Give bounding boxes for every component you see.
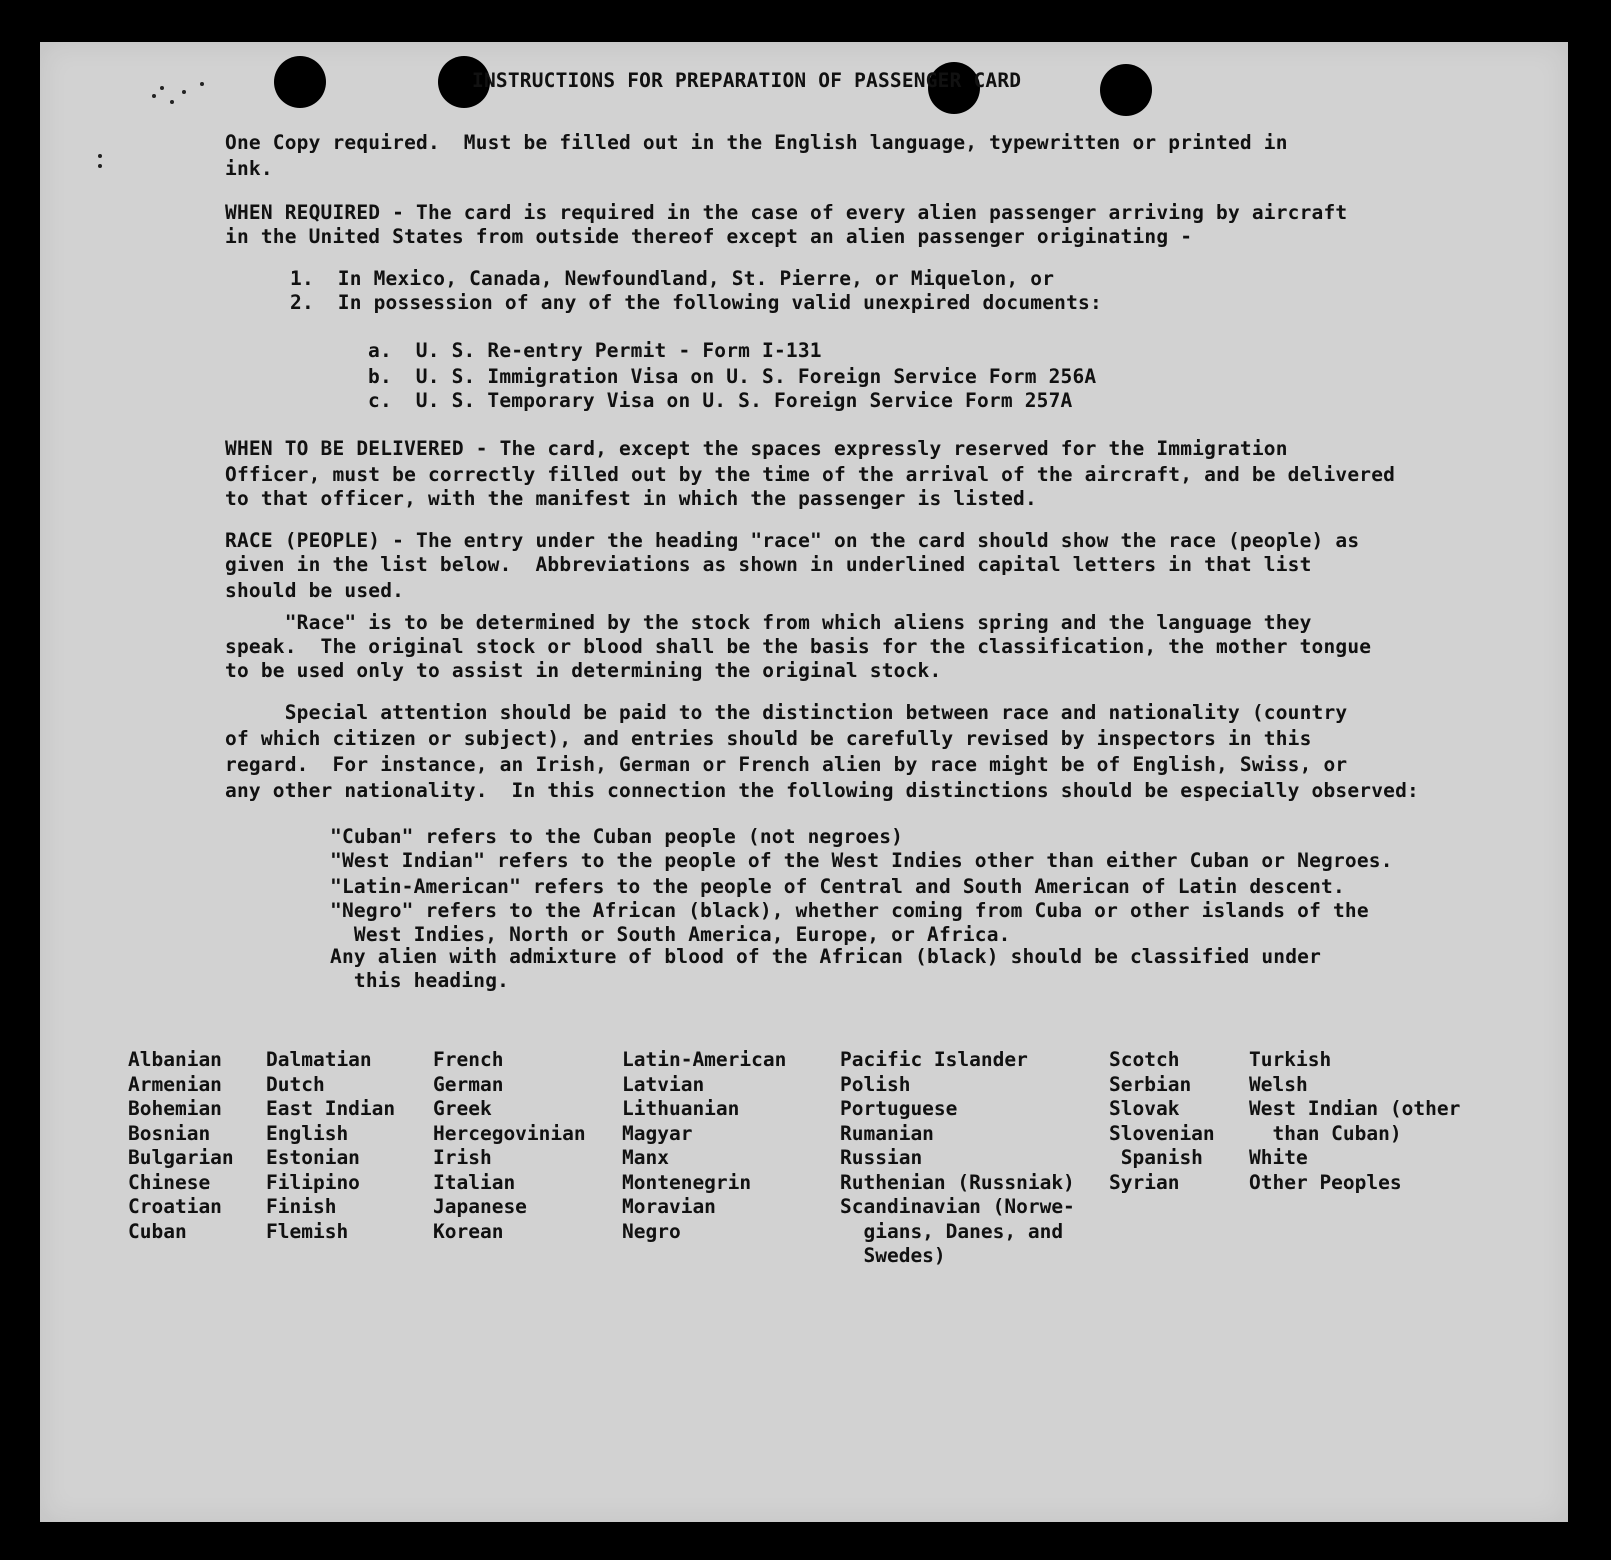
ink-speck — [98, 154, 102, 158]
intro-line-1: One Copy required. Must be filled out in the English language, typewritten or printed in — [225, 131, 1288, 154]
distinction-line: "Latin-American" refers to the people of Central and South American of Latin descent. — [330, 875, 1345, 898]
page-title: INSTRUCTIONS FOR PREPARATION OF PASSENGER CARD — [472, 69, 1022, 92]
ink-speck — [200, 82, 204, 86]
race-item: French — [433, 1048, 504, 1071]
race-item: Albanian — [128, 1048, 222, 1071]
race-item: Dutch — [266, 1072, 325, 1096]
race-item: East Indian — [266, 1097, 396, 1120]
ink-speck — [182, 90, 186, 94]
race-list-column-7 — [1249, 1048, 1460, 1195]
race-item: Moravian — [622, 1195, 716, 1218]
race-paragraph-line: any other nationality. In this connection the following distinctions should be especially observed: — [225, 779, 1419, 802]
ink-speck — [152, 94, 156, 98]
race-item: Korean — [433, 1219, 504, 1243]
race-list-column-5 — [840, 1048, 1075, 1269]
race-item: Serbian — [1109, 1072, 1192, 1096]
race-list-column-6 — [1109, 1048, 1215, 1195]
when-delivered-line-2: Officer, must be correctly filled out by the time of the arrival of the aircraft, and be delivered — [225, 463, 1396, 486]
race-item: Italian — [433, 1170, 516, 1194]
race-item: Negro — [622, 1219, 681, 1243]
race-item: than Cuban) — [1249, 1121, 1402, 1145]
race-paragraph-line: given in the list below. Abbreviations as shown in underlined capital letters in that list — [225, 553, 1312, 576]
when-required-item: 1. In Mexico, Canada, Newfoundland, St. Pierre, or Miquelon, or — [290, 267, 1055, 290]
race-item: Swedes) — [840, 1244, 946, 1267]
punch-hole-4 — [1100, 64, 1152, 116]
when-required-item: 2. In possession of any of the following valid unexpired documents: — [290, 291, 1102, 314]
race-paragraph-line: of which citizen or subject), and entries should be carefully revised by inspectors in this — [225, 727, 1312, 750]
document-item: b. U. S. Immigration Visa on U. S. Foreign Service Form 256A — [368, 365, 1097, 388]
distinction-line: "West Indian" refers to the people of the West Indies other than either Cuban or Negroes. — [330, 849, 1393, 872]
race-item: Portuguese — [840, 1097, 958, 1120]
distinction-line: "Cuban" refers to the Cuban people (not negroes) — [330, 825, 904, 848]
race-item: Finish — [266, 1195, 337, 1218]
when-required-line-1: WHEN REQUIRED - The card is required in the case of every alien passenger arriving by aircraft — [225, 201, 1348, 224]
race-item: Latvian — [622, 1072, 705, 1096]
distinction-line: West Indies, North or South America, Europe, or Africa. — [330, 923, 1011, 946]
race-paragraph-line: should be used. — [225, 579, 405, 602]
race-item: Hercegovinian — [433, 1121, 586, 1145]
race-item: Flemish — [266, 1219, 349, 1243]
ink-speck — [160, 86, 164, 90]
race-item: Scotch — [1109, 1048, 1180, 1071]
distinction-line: this heading. — [330, 969, 510, 992]
race-item: Ruthenian (Russniak) — [840, 1170, 1075, 1194]
race-item: Welsh — [1249, 1072, 1308, 1096]
distinction-line: "Negro" refers to the African (black), whether coming from Cuba or other islands of the — [330, 899, 1369, 922]
document-page — [40, 42, 1568, 1522]
race-item: West Indian (other — [1249, 1097, 1461, 1120]
race-list-column-1 — [128, 1048, 234, 1244]
race-item: Estonian — [266, 1146, 360, 1169]
race-item: Magyar — [622, 1121, 693, 1145]
race-item: Irish — [433, 1146, 492, 1169]
race-item: Lithuanian — [622, 1097, 740, 1120]
ink-speck — [170, 100, 174, 104]
race-item: Manx — [622, 1146, 669, 1169]
when-delivered-line-1: WHEN TO BE DELIVERED - The card, except the spaces expressly reserved for the Immigration — [225, 437, 1288, 460]
race-paragraph-line: regard. For instance, an Irish, German or French alien by race might be of English, Swiss, or — [225, 753, 1348, 776]
race-paragraph-line: Special attention should be paid to the distinction between race and nationality (country — [225, 701, 1348, 724]
race-item: Slovenian — [1109, 1121, 1215, 1145]
document-item: a. U. S. Re-entry Permit - Form I-131 — [368, 339, 822, 362]
race-item: Dalmatian — [266, 1048, 372, 1071]
race-item: Croatian — [128, 1195, 222, 1218]
race-item: Turkish — [1249, 1048, 1332, 1071]
race-item: Rumanian — [840, 1121, 934, 1145]
race-list-column-2 — [266, 1048, 395, 1244]
document-item: c. U. S. Temporary Visa on U. S. Foreign Service Form 257A — [368, 389, 1073, 412]
distinction-line: Any alien with admixture of blood of the African (black) should be classified under — [330, 945, 1322, 968]
race-list-column-4 — [622, 1048, 786, 1244]
race-item: Polish — [840, 1072, 911, 1096]
race-list-column-3 — [433, 1048, 586, 1244]
race-item: Other Peoples — [1249, 1170, 1402, 1194]
race-item: Greek — [433, 1097, 492, 1120]
race-paragraph-line: to be used only to assist in determining the original stock. — [225, 659, 942, 682]
race-item: Chinese — [128, 1170, 211, 1194]
race-item: Slovak — [1109, 1097, 1180, 1120]
ink-speck — [98, 164, 102, 168]
intro-line-2: ink. — [225, 157, 273, 180]
when-required-line-2: in the United States from outside thereof except an alien passenger originating - — [225, 225, 1193, 248]
race-item: Spanish — [1109, 1146, 1203, 1169]
race-item: Latin-American — [622, 1048, 787, 1071]
when-delivered-line-3: to that officer, with the manifest in which the passenger is listed. — [225, 487, 1037, 510]
punch-hole-1 — [274, 56, 326, 108]
race-item: Scandinavian (Norwe- — [840, 1195, 1075, 1218]
race-item: Japanese — [433, 1195, 527, 1218]
race-paragraph-line: RACE (PEOPLE) - The entry under the heading "race" on the card should show the race (people) as — [225, 529, 1360, 552]
race-paragraph-line: "Race" is to be determined by the stock from which aliens spring and the language they — [225, 611, 1312, 634]
race-item: Armenian — [128, 1072, 222, 1096]
race-item: Bohemian — [128, 1097, 222, 1120]
race-item: Montenegrin — [622, 1170, 752, 1194]
race-item: Syrian — [1109, 1170, 1180, 1194]
race-item: German — [433, 1072, 504, 1096]
race-item: White — [1249, 1146, 1308, 1169]
race-item: Bulgarian — [128, 1146, 234, 1169]
race-paragraph-line: speak. The original stock or blood shall be the basis for the classification, the mother tongue — [225, 635, 1372, 658]
race-item: Bosnian — [128, 1121, 211, 1145]
race-item: Filipino — [266, 1170, 360, 1194]
race-item: Pacific Islander — [840, 1048, 1028, 1071]
race-item: gians, Danes, and — [840, 1219, 1064, 1243]
race-item: English — [266, 1121, 349, 1145]
race-item: Russian — [840, 1146, 923, 1169]
race-item: Cuban — [128, 1219, 187, 1243]
